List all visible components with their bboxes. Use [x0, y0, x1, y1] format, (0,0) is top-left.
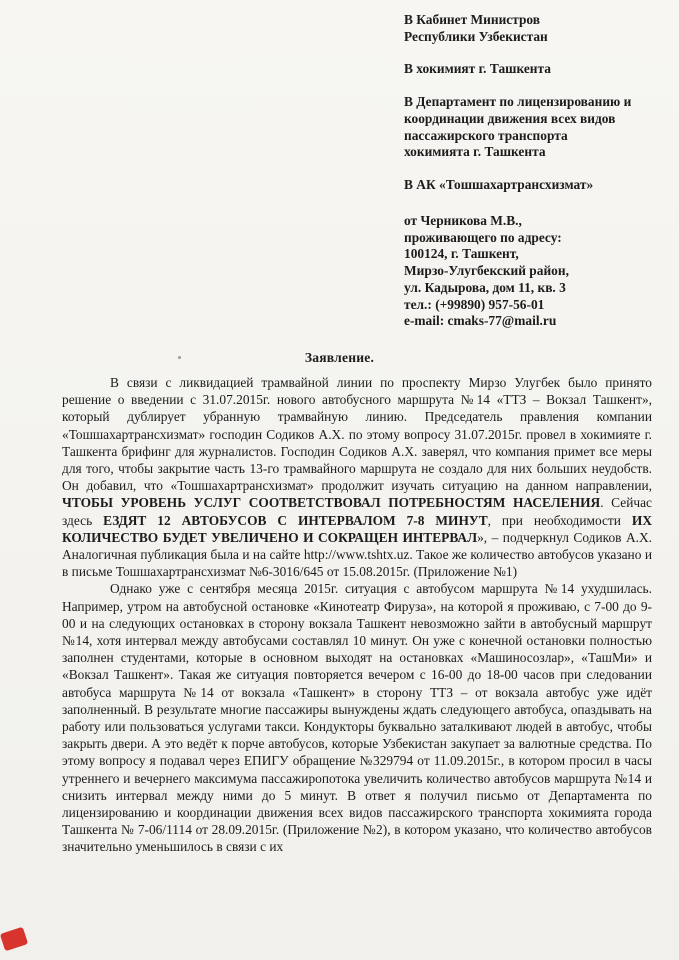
addressee-line: пассажирского транспорта [404, 127, 568, 143]
sender-email: e-mail: cmaks-77@mail.ru [404, 313, 557, 329]
paragraph-1 [62, 374, 652, 580]
paragraph-text: . Сейчас здесь [62, 495, 652, 528]
paragraph-text: В связи с ликвидацией трамвайной линии по проспекту Мирзо Улугбек было принято решение о введении с 31.07.2015г. нового автобусного маршрута №14 «ТТЗ – Вокзал Ташкент», который дублирует убранную трамвайную линию. Председатель правления компании «Тошшахартрансхизмат» господин Содиков А.Х. по этому вопросу 31.07.2015г. провел в хокимияте г. Ташкента брифинг для журналистов. Господин Содиков А.Х. заверял, что компания примет все меры для того, чтобы закрытие часть 13-го трамвайного маршрута не создало для них больших неудобств. Он добавил, что «Тошшахартрансхизмат» продолжит изучать ситуацию на данном направлении, [62, 375, 652, 494]
addressee-line: Республики Узбекистан [404, 28, 548, 44]
addressee-cabinet [404, 12, 676, 45]
sender-address: Мирзо-Улугбекский район, [404, 263, 569, 279]
addressee-company [404, 177, 676, 194]
document-body [62, 374, 652, 856]
sender-phone: тел.: (+99890) 957-56-01 [404, 296, 545, 312]
emphasis-text: ИХ КОЛИЧЕСТВО БУДЕТ УВЕЛИЧЕНО И СОКРАЩЕН ИНТЕРВАЛ [62, 512, 652, 545]
addressee-line: В Кабинет Министров [404, 12, 541, 27]
addressee-line: В хокимият г. Ташкента [404, 61, 551, 77]
sender-name: от Черникова М.В., [404, 213, 522, 228]
emphasis-text: ЧТОБЫ УРОВЕНЬ УСЛУГ СООТВЕТСТВОВАЛ ПОТРЕБНОСТЯМ НАСЕЛЕНИЯ [62, 495, 601, 511]
paragraph-2: Однако уже с сентября месяца 2015г. ситуация с автобусом маршрута №14 ухудшилась. Например, утром на автобусной остановке «Кинотеатр Фируза», на которой я проживаю, с 7-00 до 9-00 и на следующих остановках в сторону вокзала Ташкент невозможно зайти в автобусный маршрут №14, хотя интервал между автобусами составлял 10 минут. Он уже с конечной остановки полностью заполнен студентами, которые в основном выходят на остановках «Машиносозлар», «ТашМи» и «Вокзал Ташкент». Такая же ситуация повторяется вечером с 16-00 до 18-00 часов при следовании автобуса маршрута №14 от вокзала «Ташкент» в сторону ТТЗ – от вокзала автобус уже идёт заполненный. В результате многие пассажиры вынуждены ждать следующего автобуса, опаздывать на работу или пользоваться услугами такси. Кондукторы буквально заталкивают людей в автобус, чтобы закрыть двери. А это ведёт к порче автобусов, которые Узбекистан закупает за валютные средства. По этому вопросу я подавал через ЕПИГУ обращение №329794 от 11.09.2015г., в котором просил в часы утреннего и вечернего максимума пассажиропотока увеличить количество автобусов маршрута №14 и снизить интервал между ними до 5 минут. В ответ я получил письмо от Департамента по лицензированию и координации движения всех видов пассажирского транспорта хокимията города Ташкента № 7-06/1114 от 28.09.2015г. (Приложение №2), в котором указано, что количество автобусов значительно уменьшилось в связи с их [62, 581, 652, 855]
paragraph-text: », – подчеркнул Содиков А.Х. Аналогичная публикация была и на сайте http://www.tshtx.uz. Такое же количество автобусов указано и в письме Тошшахартрансхизмат №6-3016/645 от 15.08.2015г. (Приложение №1) [62, 529, 652, 580]
addressee-line: координации движения всех видов [404, 110, 616, 126]
sender-line: проживающего по адресу: [404, 229, 562, 245]
addressee-line: хокимията г. Ташкента [404, 144, 546, 160]
emphasis-text: ЕЗДЯТ 12 АВТОБУСОВ С ИНТЕРВАЛОМ 7-8 МИНУТ [103, 512, 488, 528]
addressee-block [404, 12, 676, 210]
addressee-line: В АК «Тошшахартрансхизмат» [404, 176, 594, 192]
sender-address: ул. Кадырова, дом 11, кв. 3 [404, 279, 566, 295]
addressee-department [404, 94, 676, 161]
document-title: Заявление. [304, 350, 375, 365]
sender-block [404, 213, 676, 330]
red-stamp-mark [0, 927, 28, 952]
sender-address: 100124, г. Ташкент, [404, 246, 519, 262]
paragraph-text: , при необходимости [487, 512, 632, 528]
addressee-hokimiyat [404, 61, 676, 78]
addressee-line: В Департамент по лицензированию и [404, 94, 632, 110]
